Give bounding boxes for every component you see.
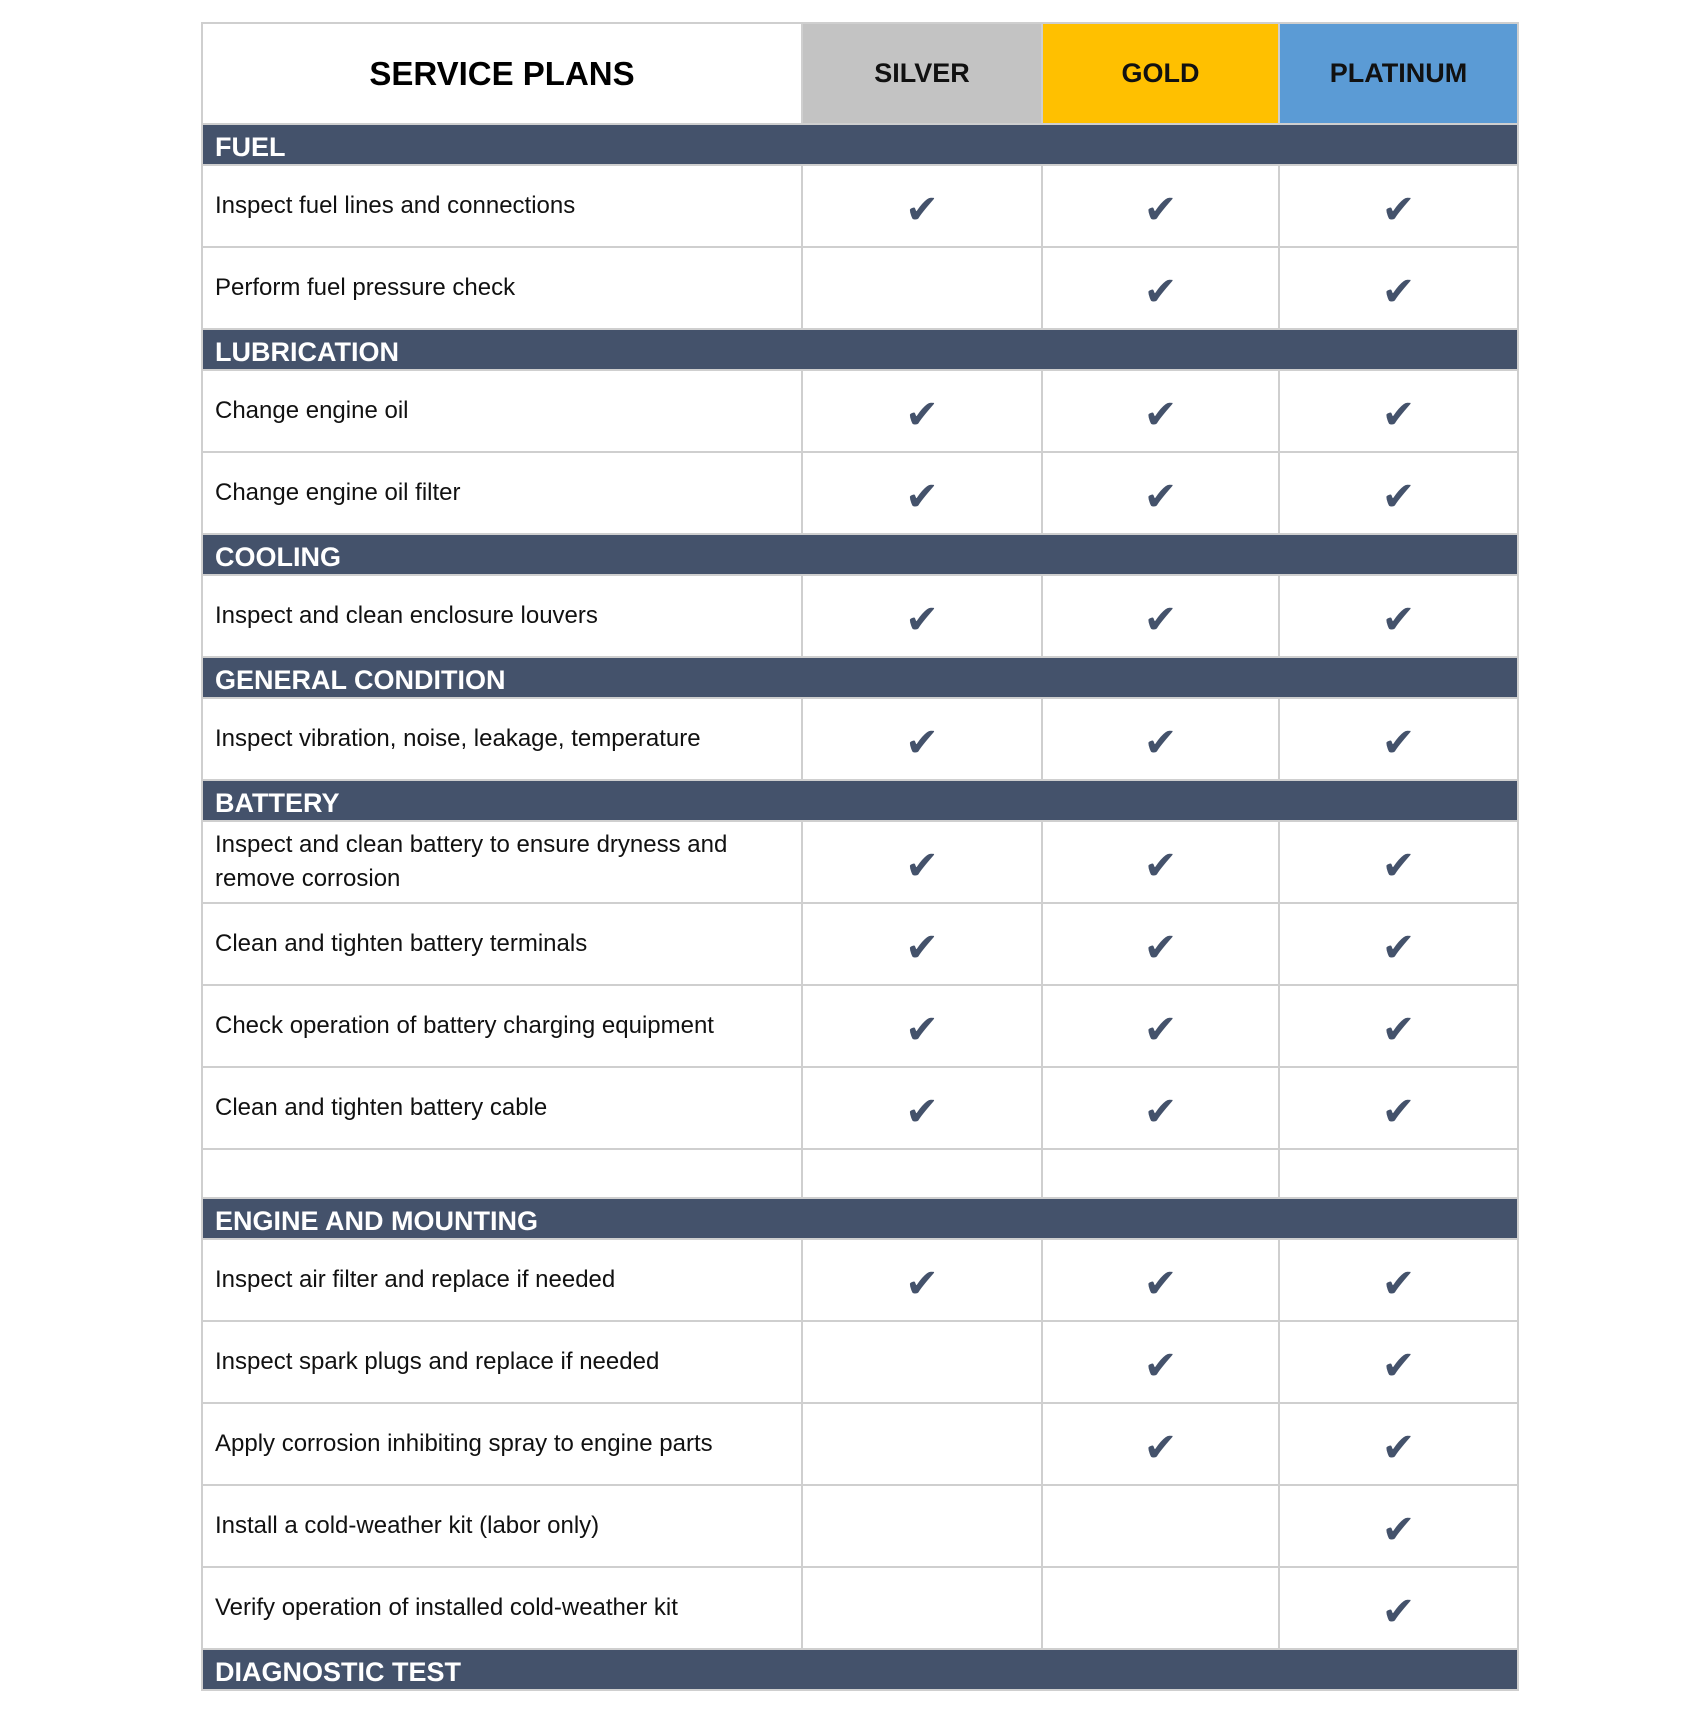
section-row-general-condition (202, 657, 1518, 698)
check-icon-gold: ✔ (1042, 821, 1279, 903)
section-heading: ENGINE AND MOUNTING (202, 1198, 1518, 1239)
table-row (202, 1485, 1518, 1567)
check-icon-gold: ✔ (1042, 1239, 1279, 1321)
section-row-battery (202, 780, 1518, 821)
check-icon-gold: ✔ (1042, 575, 1279, 657)
table-row (202, 903, 1518, 985)
check-icon-silver: ✔ (802, 821, 1042, 903)
section-heading: BATTERY (202, 780, 1518, 821)
task-label: Inspect and clean battery to ensure dryness and remove corrosion (202, 821, 802, 903)
empty-cell-silver (802, 247, 1042, 329)
check-icon-platinum: ✔ (1279, 1321, 1518, 1403)
empty-cell-silver (802, 1567, 1042, 1649)
check-icon-gold: ✔ (1042, 247, 1279, 329)
check-icon-platinum: ✔ (1279, 821, 1518, 903)
check-icon-platinum: ✔ (1279, 1567, 1518, 1649)
check-icon-gold: ✔ (1042, 903, 1279, 985)
empty-cell (1279, 1149, 1518, 1198)
service-plans-table (201, 22, 1519, 1691)
check-icon-silver: ✔ (802, 903, 1042, 985)
task-label: Install a cold-weather kit (labor only) (202, 1485, 802, 1567)
task-label: Inspect vibration, noise, leakage, temperature (202, 698, 802, 780)
check-icon-platinum: ✔ (1279, 1239, 1518, 1321)
task-label: Change engine oil (202, 370, 802, 452)
empty-cell-gold (1042, 1567, 1279, 1649)
table-row (202, 1403, 1518, 1485)
table-row (202, 698, 1518, 780)
task-label: Clean and tighten battery terminals (202, 903, 802, 985)
header-row (202, 23, 1518, 124)
task-label: Clean and tighten battery cable (202, 1067, 802, 1149)
task-label: Inspect fuel lines and connections (202, 165, 802, 247)
plan-header-gold: GOLD (1042, 23, 1279, 124)
section-row-engine-and-mounting (202, 1198, 1518, 1239)
check-icon-gold: ✔ (1042, 1067, 1279, 1149)
section-heading: GENERAL CONDITION (202, 657, 1518, 698)
section-heading: DIAGNOSTIC TEST (202, 1649, 1518, 1690)
empty-cell-gold (1042, 1485, 1279, 1567)
table-row (202, 1321, 1518, 1403)
section-heading: COOLING (202, 534, 1518, 575)
empty-cell-silver (802, 1485, 1042, 1567)
check-icon-platinum: ✔ (1279, 247, 1518, 329)
plan-header-platinum: PLATINUM (1279, 23, 1518, 124)
table-row (202, 1567, 1518, 1649)
check-icon-gold: ✔ (1042, 985, 1279, 1067)
task-label: Change engine oil filter (202, 452, 802, 534)
check-icon-platinum: ✔ (1279, 1067, 1518, 1149)
empty-cell (802, 1149, 1042, 1198)
check-icon-platinum: ✔ (1279, 575, 1518, 657)
check-icon-silver: ✔ (802, 698, 1042, 780)
check-icon-platinum: ✔ (1279, 698, 1518, 780)
check-icon-platinum: ✔ (1279, 903, 1518, 985)
table-row (202, 1239, 1518, 1321)
check-icon-gold: ✔ (1042, 165, 1279, 247)
table-row (202, 370, 1518, 452)
task-label: Inspect air filter and replace if needed (202, 1239, 802, 1321)
check-icon-platinum: ✔ (1279, 370, 1518, 452)
check-icon-silver: ✔ (802, 575, 1042, 657)
table-row (202, 165, 1518, 247)
plan-header-silver: SILVER (802, 23, 1042, 124)
check-icon-silver: ✔ (802, 370, 1042, 452)
table-body (202, 23, 1518, 1690)
section-row-fuel (202, 124, 1518, 165)
section-heading: LUBRICATION (202, 329, 1518, 370)
empty-cell-silver (802, 1403, 1042, 1485)
check-icon-platinum: ✔ (1279, 1485, 1518, 1567)
table-title: SERVICE PLANS (202, 23, 802, 124)
table-row (202, 821, 1518, 903)
section-row-lubrication (202, 329, 1518, 370)
table-row (202, 247, 1518, 329)
task-label: Inspect spark plugs and replace if needed (202, 1321, 802, 1403)
check-icon-platinum: ✔ (1279, 985, 1518, 1067)
empty-cell-silver (802, 1321, 1042, 1403)
check-icon-platinum: ✔ (1279, 165, 1518, 247)
task-label: Verify operation of installed cold-weather kit (202, 1567, 802, 1649)
table-row (202, 1067, 1518, 1149)
empty-cell (1042, 1149, 1279, 1198)
check-icon-platinum: ✔ (1279, 1403, 1518, 1485)
check-icon-gold: ✔ (1042, 698, 1279, 780)
blank-row (202, 1149, 1518, 1198)
section-heading: FUEL (202, 124, 1518, 165)
task-label: Inspect and clean enclosure louvers (202, 575, 802, 657)
section-row-diagnostic-test (202, 1649, 1518, 1690)
task-label: Perform fuel pressure check (202, 247, 802, 329)
check-icon-silver: ✔ (802, 985, 1042, 1067)
check-icon-silver: ✔ (802, 1067, 1042, 1149)
section-row-cooling (202, 534, 1518, 575)
check-icon-silver: ✔ (802, 165, 1042, 247)
check-icon-gold: ✔ (1042, 452, 1279, 534)
check-icon-gold: ✔ (1042, 1321, 1279, 1403)
table-row (202, 985, 1518, 1067)
check-icon-gold: ✔ (1042, 1403, 1279, 1485)
task-label: Check operation of battery charging equipment (202, 985, 802, 1067)
task-label: Apply corrosion inhibiting spray to engine parts (202, 1403, 802, 1485)
check-icon-silver: ✔ (802, 452, 1042, 534)
table-row (202, 452, 1518, 534)
empty-cell (202, 1149, 802, 1198)
check-icon-silver: ✔ (802, 1239, 1042, 1321)
check-icon-gold: ✔ (1042, 370, 1279, 452)
table-row (202, 575, 1518, 657)
check-icon-platinum: ✔ (1279, 452, 1518, 534)
